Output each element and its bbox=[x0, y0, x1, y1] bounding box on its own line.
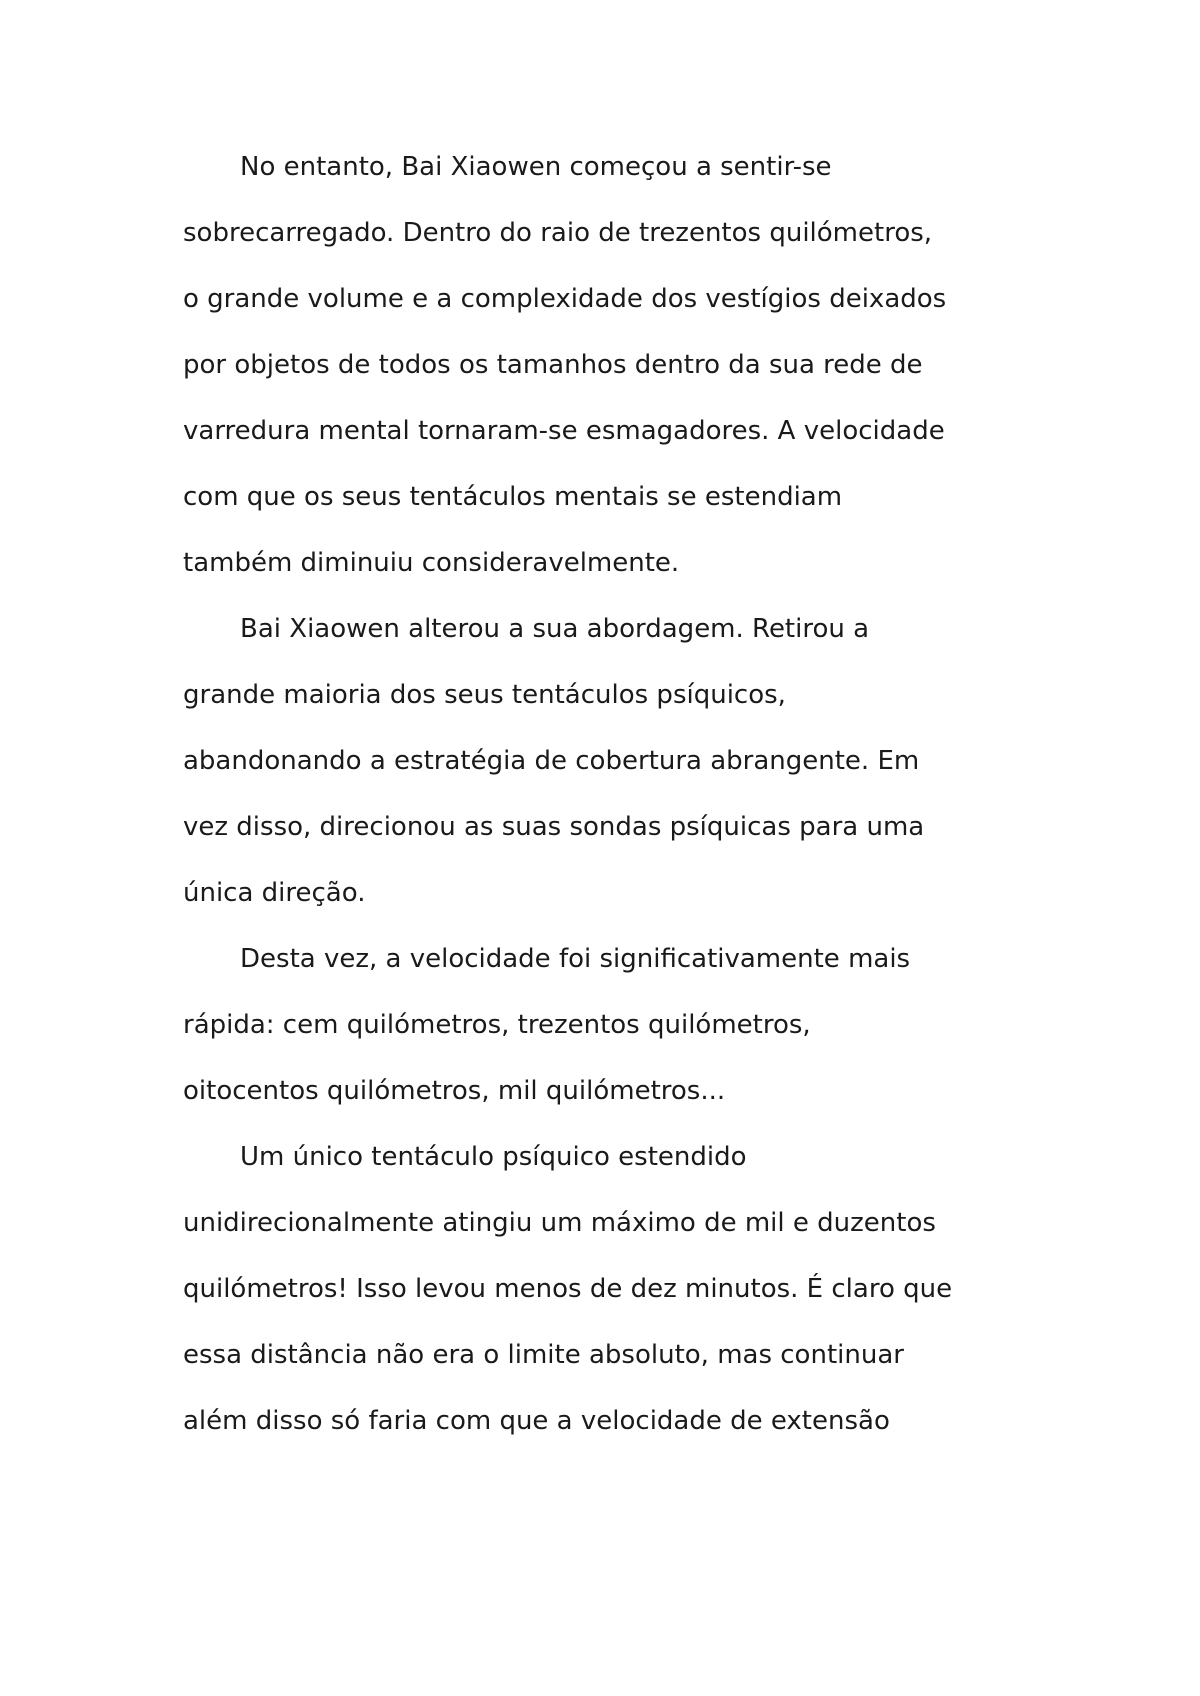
paragraph-3 bbox=[183, 926, 1033, 1124]
text-line: oitocentos quilómetros, mil quilómetros... bbox=[183, 1076, 726, 1106]
paragraph-4 bbox=[183, 1124, 1033, 1454]
text-line: quilómetros! Isso levou menos de dez minutos. É claro que bbox=[183, 1274, 953, 1304]
text-line: com que os seus tentáculos mentais se estendiam bbox=[183, 482, 843, 512]
paragraph-1 bbox=[183, 134, 1033, 596]
text-line: rápida: cem quilómetros, trezentos quilómetros, bbox=[183, 1010, 811, 1040]
paragraph-2 bbox=[183, 596, 1033, 926]
text-line: grande maioria dos seus tentáculos psíquicos, bbox=[183, 680, 786, 710]
text-line: unidirecionalmente atingiu um máximo de mil e duzentos bbox=[183, 1208, 936, 1238]
text-line: varredura mental tornaram-se esmagadores. A velocidade bbox=[183, 416, 945, 446]
text-line: também diminuiu consideravelmente. bbox=[183, 548, 680, 578]
text-line: Bai Xiaowen alterou a sua abordagem. Retirou a bbox=[240, 614, 870, 644]
text-line: essa distância não era o limite absoluto, mas continuar bbox=[183, 1340, 904, 1370]
text-line: sobrecarregado. Dentro do raio de trezentos quilómetros, bbox=[183, 218, 933, 248]
body-text bbox=[183, 134, 1033, 1454]
text-line: única direção. bbox=[183, 878, 366, 908]
text-line: Desta vez, a velocidade foi significativamente mais bbox=[240, 944, 911, 974]
text-line: No entanto, Bai Xiaowen começou a sentir-se bbox=[240, 152, 832, 182]
text-line: Um único tentáculo psíquico estendido bbox=[240, 1142, 747, 1172]
text-line: por objetos de todos os tamanhos dentro da sua rede de bbox=[183, 350, 923, 380]
text-line: o grande volume e a complexidade dos vestígios deixados bbox=[183, 284, 947, 314]
text-line: abandonando a estratégia de cobertura abrangente. Em bbox=[183, 746, 920, 776]
text-line: vez disso, direcionou as suas sondas psíquicas para uma bbox=[183, 812, 925, 842]
text-line: além disso só faria com que a velocidade de extensão bbox=[183, 1406, 890, 1436]
